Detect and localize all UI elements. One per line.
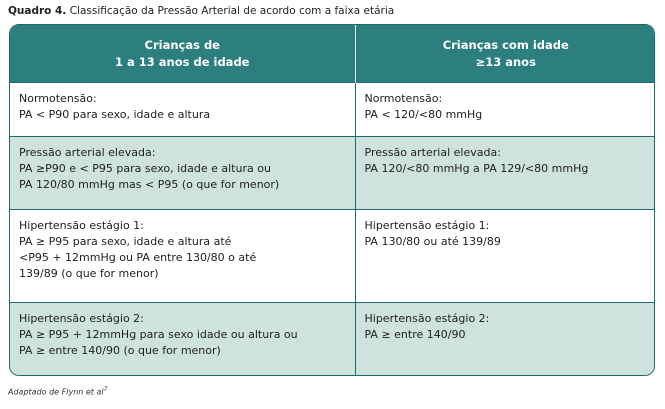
header-row [10,25,655,83]
header-line: 1 a 13 anos de idade [115,54,250,69]
cell-line: Pressão arterial elevada: [19,146,156,160]
cell-line: PA < 120/<80 mmHg [364,108,483,121]
table-row-stage-1 [10,210,655,302]
cell-line: PA 130/80 ou até 139/89 [364,235,501,249]
header-children-13-plus [355,25,655,83]
cell-line: PA 120/<80 mmHg a PA 129/<80 mmHg [364,162,589,176]
cell-line: Hipertensão estágio 2: [19,311,144,325]
caption-text: Classificação da Pressão Arterial de acordo com a faixa etária [69,5,395,17]
header-line: Crianças com idade [442,37,569,52]
header-children-1-13 [10,25,355,83]
table-cell [355,137,655,210]
table-cell [10,83,355,137]
table-row-normotension [10,83,655,137]
table-cell [10,210,355,302]
table-row-elevated [10,137,655,210]
caption-label: Quadro 4. [8,5,67,17]
header-line: Crianças de [144,37,220,52]
cell-line: Hipertensão estágio 1: [364,219,490,233]
source-footnote [8,386,107,397]
cell-line: Pressão arterial elevada: [364,146,501,160]
cell-line: PA ≥P90 e < P95 para sexo, idade e altura ou [19,162,271,176]
table-cell [355,302,655,375]
classification-table [9,24,655,376]
cell-line: Normotensão: [364,92,443,105]
header-line: ≥13 anos [475,54,536,69]
cell-line: Hipertensão estágio 1: [19,219,144,233]
table-row-stage-2 [10,302,655,375]
table-cell [10,137,355,210]
cell-line: PA < P90 para sexo, idade e altura [19,108,211,121]
cell-line: Normotensão: [19,92,97,105]
cell-line: <P95 + 12mmHg ou PA entre 130/80 o até [19,251,257,265]
footnote-text: Adaptado de Flynn et al [8,387,104,397]
cell-line: PA ≥ P95 + 12mmHg para sexo idade ou altura ou [19,327,298,341]
cell-line: PA ≥ P95 para sexo, idade e altura até [19,235,232,249]
cell-line: PA ≥ entre 140/90 (o que for menor) [19,343,221,357]
table-cell [10,302,355,375]
table-caption [8,4,394,18]
table-cell [355,83,655,137]
cell-line: Hipertensão estágio 2: [364,311,490,325]
footnote-reference: 7 [103,386,108,393]
cell-line: PA 120/80 mmHg mas < P95 (o que for menor) [19,178,280,192]
table-cell [355,210,655,302]
cell-line: PA ≥ entre 140/90 [364,327,466,341]
cell-line: 139/89 (o que for menor) [19,267,159,281]
